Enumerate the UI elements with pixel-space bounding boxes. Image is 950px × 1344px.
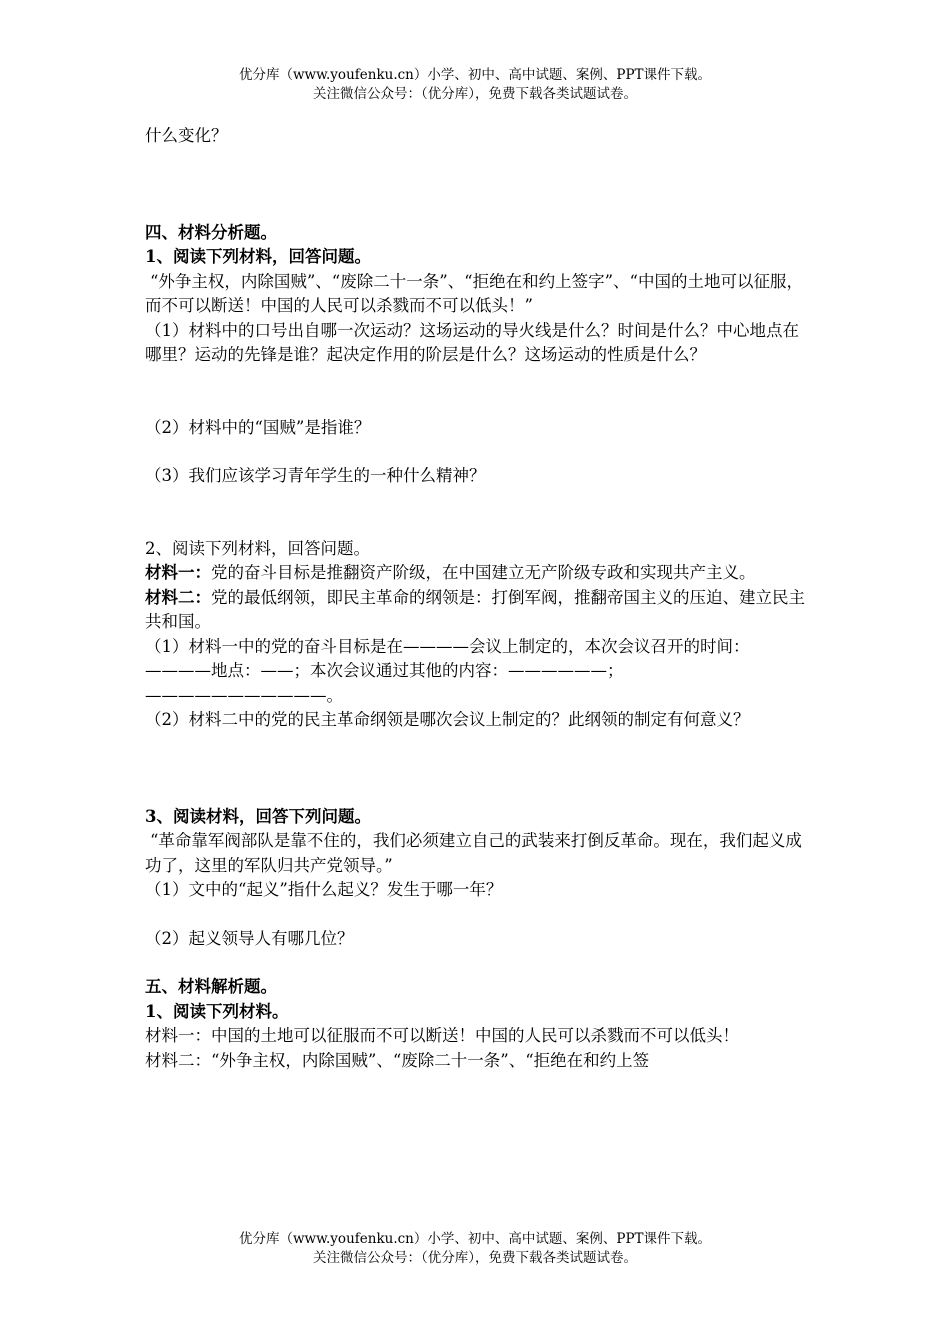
header-line-2: 关注微信公众号：（优分库），免费下载各类试题试卷。	[313, 86, 637, 102]
document-body	[145, 124, 809, 1073]
q2-material-2	[145, 586, 809, 635]
q2-sub1: （1）材料一中的党的奋斗目标是在————会议上制定的，本次会议召开的时间：————地点：——；本次会议通过其他的内容：——————；———————————。	[145, 636, 750, 705]
s5q1-title: 1、阅读下列材料。	[145, 1001, 289, 1021]
q1-sub1: （1）材料中的口号出自哪一次运动？这场运动的导火线是什么？时间是什么？中心地点在哪里？运动的先锋是谁？起决定作用的阶层是什么？这场运动的性质是什么？	[145, 320, 799, 364]
q3-sub1: （1）文中的“起义”指什么起义？发生于哪一年？	[145, 880, 503, 899]
header-line-1: 优分库（www.youfenku.cn）小学、初中、高中试题、案例、PPT课件下载。	[238, 67, 712, 83]
footer-line-2: 关注微信公众号：（优分库），免费下载各类试题试卷。	[313, 1250, 637, 1266]
page-footer	[0, 1230, 950, 1268]
section-5-title: 五、材料解析题。	[145, 977, 277, 996]
page-header	[0, 66, 950, 104]
previous-question-tail: 什么变化？	[145, 126, 228, 145]
q1-sub2: （2）材料中的“国贼”是指谁？	[145, 417, 371, 437]
q3-sub2: （2）起义领导人有哪几位？	[145, 928, 354, 948]
q3-title: 3、阅读材料，回答下列问题。	[145, 806, 371, 826]
q1-material: “外争主权，内除国贼”、“废除二十一条”、“拒绝在和约上签字”、“中国的土地可以征服，而不可以断送！中国的人民可以杀戮而不可以低头！”	[145, 271, 803, 315]
q2-material-1	[145, 561, 809, 586]
q2-material-1-text: 党的奋斗目标是推翻资产阶级，在中国建立无产阶级专政和实现共产主义。	[211, 563, 756, 582]
q2-material-1-label: 材料一：	[145, 563, 211, 582]
q2-sub2: （2）材料二中的党的民主革命纲领是哪次会议上制定的？此纲领的制定有何意义？	[145, 710, 750, 729]
q2-material-2-label: 材料二：	[145, 587, 211, 607]
q3-material: “革命靠军阀部队是靠不住的，我们必须建立自己的武装来打倒反革命。现在，我们起义成功了，这里的军队归共产党领导。”	[145, 831, 802, 875]
footer-line-1: 优分库（www.youfenku.cn）小学、初中、高中试题、案例、PPT课件下载。	[238, 1231, 712, 1247]
section-4-title: 四、材料分析题。	[145, 222, 277, 242]
q2-title: 2、阅读下列材料，回答问题。	[145, 538, 370, 558]
s5q1-material-2: 材料二：“外争主权，内除国贼”、“废除二十一条”、“拒绝在和约上签	[145, 1050, 650, 1070]
q1-sub3: （3）我们应该学习青年学生的一种什么精神？	[145, 466, 486, 485]
q1-title: 1、阅读下列材料，回答问题。	[145, 247, 371, 266]
q2-material-2-text: 党的最低纲领，即民主革命的纲领是：打倒军阀，推翻帝国主义的压迫、建立民主共和国。	[145, 587, 805, 631]
s5q1-material-1: 材料一：中国的土地可以征服而不可以断送！中国的人民可以杀戮而不可以低头！	[145, 1026, 739, 1045]
